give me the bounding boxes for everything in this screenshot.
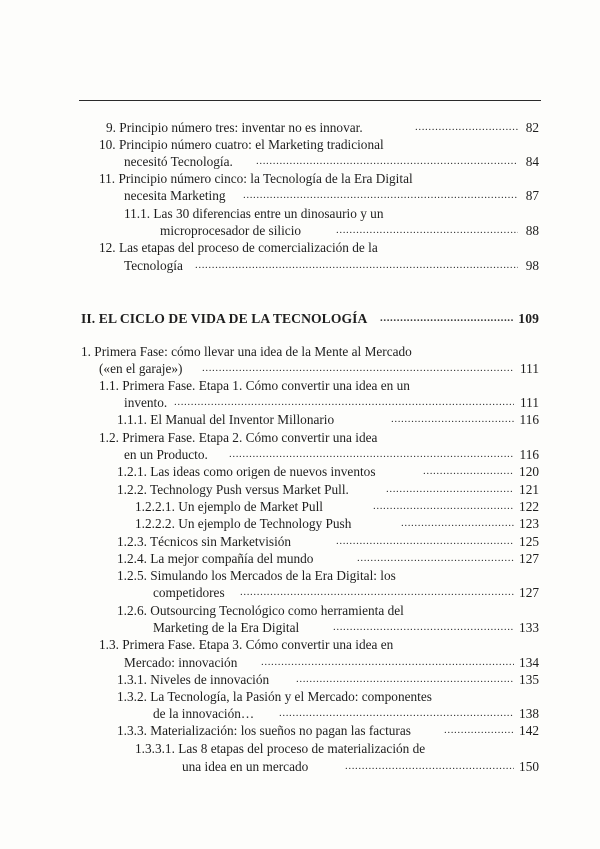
toc-page-number: 150 (519, 759, 539, 774)
toc-entry-continuation (0, 705, 600, 723)
toc-entry (0, 688, 600, 706)
leader-dots (261, 654, 514, 672)
toc-page-number: 127 (519, 585, 539, 600)
toc-entry (0, 429, 600, 447)
toc-entry-continuation (0, 187, 600, 205)
toc-entry-title-cont: invento. (124, 395, 168, 410)
toc-entry-title: 9. Principio número tres: inventar no es innovar. (106, 120, 363, 135)
toc-page-number: 135 (519, 672, 539, 687)
toc-entry-title-cont: Tecnología (124, 258, 183, 273)
toc-page-number: 82 (525, 120, 539, 135)
toc-entry-continuation (0, 654, 600, 672)
toc-entry (0, 602, 600, 620)
toc-page-number: 84 (525, 154, 539, 169)
toc-part-heading (0, 310, 600, 328)
toc-page-number: 142 (519, 723, 539, 738)
toc-page-number: 121 (519, 482, 539, 497)
toc-entry-title-cont: en un Producto. (124, 447, 208, 462)
toc-entry-title-cont: necesitó Tecnología. (124, 154, 233, 169)
leader-dots (256, 153, 518, 171)
toc-entry-title: 1.3.3.1. Las 8 etapas del proceso de materialización de (135, 741, 426, 756)
toc-page-number: 122 (519, 499, 539, 514)
toc-entry-title: 1.2.6. Outsourcing Tecnológico como herramienta del (117, 603, 404, 618)
toc-entry (0, 205, 600, 223)
toc-entry (0, 377, 600, 395)
leader-dots (380, 310, 514, 328)
toc-page-number: 111 (520, 395, 539, 410)
toc-entry-title: 1.3. Primera Fase. Etapa 3. Cómo convertir una idea en (99, 637, 394, 652)
toc-entry-title: 1.1.1. El Manual del Inventor Millonario (117, 412, 335, 427)
toc-entry-title-cont: competidores (153, 585, 225, 600)
toc-entry-title: 1. Primera Fase: cómo llevar una idea de la Mente al Mercado (81, 344, 412, 359)
toc-page-number: 134 (519, 655, 539, 670)
toc-page-number: 116 (519, 447, 539, 462)
leader-dots (415, 119, 518, 137)
toc-entry-title: 1.2.1. Las ideas como origen de nuevos inventos (117, 464, 376, 479)
toc-entry-title: 1.3.3. Materialización: los sueños no pagan las facturas (117, 723, 411, 738)
toc-page-number: 88 (525, 223, 539, 238)
toc-entry-title-cont: («en el garaje») (99, 361, 183, 376)
toc-entry-continuation (0, 758, 600, 776)
toc-entry-continuation (0, 153, 600, 171)
leader-dots (391, 411, 514, 429)
leader-dots (336, 533, 514, 551)
toc-entry-title: 1.2.4. La mejor compañía del mundo (117, 551, 314, 566)
toc-entry (0, 463, 600, 481)
toc-entry-title: 1.2.3. Técnicos sin Marketvisión (117, 534, 292, 549)
leader-dots (174, 394, 514, 412)
leader-dots (243, 187, 518, 205)
leader-dots (336, 222, 518, 240)
toc-page-number: 127 (519, 551, 539, 566)
toc-entry (0, 550, 600, 568)
toc-entry-title: 1.2.2. Technology Push versus Market Pull. (117, 482, 349, 497)
toc-entry-title: 1.3.2. La Tecnología, la Pasión y el Mercado: componentes (117, 689, 432, 704)
toc-entry (0, 515, 600, 533)
toc-entry-continuation (0, 619, 600, 637)
toc-entry-continuation (0, 360, 600, 378)
toc-entry-title: 1.2.2.1. Un ejemplo de Market Pull (135, 499, 323, 514)
leader-dots (195, 257, 518, 275)
toc-entry-continuation (0, 222, 600, 240)
toc-entry-continuation (0, 446, 600, 464)
toc-entry-continuation (0, 394, 600, 412)
toc-entry-title: 1.1. Primera Fase. Etapa 1. Cómo convertir una idea en un (99, 378, 410, 393)
toc-entry-title: 1.2.2.2. Un ejemplo de Technology Push (135, 516, 352, 531)
leader-dots (240, 584, 514, 602)
toc-page-number: 87 (525, 188, 539, 203)
toc-entry (0, 170, 600, 188)
toc-entry-continuation (0, 584, 600, 602)
toc-page-number: 123 (519, 516, 539, 531)
toc-entry-title-cont: Marketing de la Era Digital (153, 620, 300, 635)
leader-dots (401, 515, 514, 533)
leader-dots (373, 498, 514, 516)
toc-page-number: 120 (519, 464, 539, 479)
leader-dots (357, 550, 514, 568)
toc-entry-title: 1.2.5. Simulando los Mercados de la Era Digital: los (117, 568, 396, 583)
header-rule (79, 100, 541, 101)
toc-entry (0, 481, 600, 499)
toc-page-number: 98 (525, 258, 539, 273)
toc-entry-title: 1.3.1. Niveles de innovación (117, 672, 270, 687)
toc-entry (0, 136, 600, 154)
toc-entry-title-cont: necesita Marketing (124, 188, 226, 203)
leader-dots (229, 446, 514, 464)
leader-dots (279, 705, 514, 723)
toc-page-number: 109 (518, 311, 539, 326)
leader-dots (333, 619, 514, 637)
toc-entry-title-cont: Mercado: innovación (124, 655, 238, 670)
toc-entry (0, 411, 600, 429)
toc-entry (0, 671, 600, 689)
toc-entry (0, 740, 600, 758)
toc-entry (0, 119, 600, 137)
toc-entry-title-cont: una idea en un mercado (182, 759, 309, 774)
toc-entry-title: 10. Principio número cuatro: el Marketing tradicional (99, 137, 384, 152)
leader-dots (296, 671, 514, 689)
toc-page-number: 138 (519, 706, 539, 721)
toc-entry-title: 1.2. Primera Fase. Etapa 2. Cómo convertir una idea (99, 430, 378, 445)
toc-entry (0, 533, 600, 551)
toc-page-number: 116 (519, 412, 539, 427)
part-title: II. EL CICLO DE VIDA DE LA TECNOLOGÍA (81, 311, 368, 326)
toc-entry (0, 239, 600, 257)
toc-page-number: 133 (519, 620, 539, 635)
toc-entry-title: 11. Principio número cinco: la Tecnología de la Era Digital (99, 171, 413, 186)
leader-dots (444, 722, 514, 740)
leader-dots (423, 463, 514, 481)
toc-entry (0, 343, 600, 361)
toc-entry-title: 12. Las etapas del proceso de comercialización de la (99, 240, 378, 255)
toc-entry (0, 636, 600, 654)
toc-entry-title-cont: de la innovación… (153, 706, 255, 721)
toc-page-number: 111 (520, 361, 539, 376)
toc-entry (0, 722, 600, 740)
toc-entry-title-cont: microprocesador de silicio (160, 223, 302, 238)
leader-dots (345, 758, 514, 776)
toc-page-number: 125 (519, 534, 539, 549)
toc-entry (0, 498, 600, 516)
toc-entry-title: 11.1. Las 30 diferencias entre un dinosaurio y un (124, 206, 384, 221)
toc-entry (0, 567, 600, 585)
leader-dots (386, 481, 514, 499)
toc-entry-continuation (0, 257, 600, 275)
leader-dots (202, 360, 514, 378)
